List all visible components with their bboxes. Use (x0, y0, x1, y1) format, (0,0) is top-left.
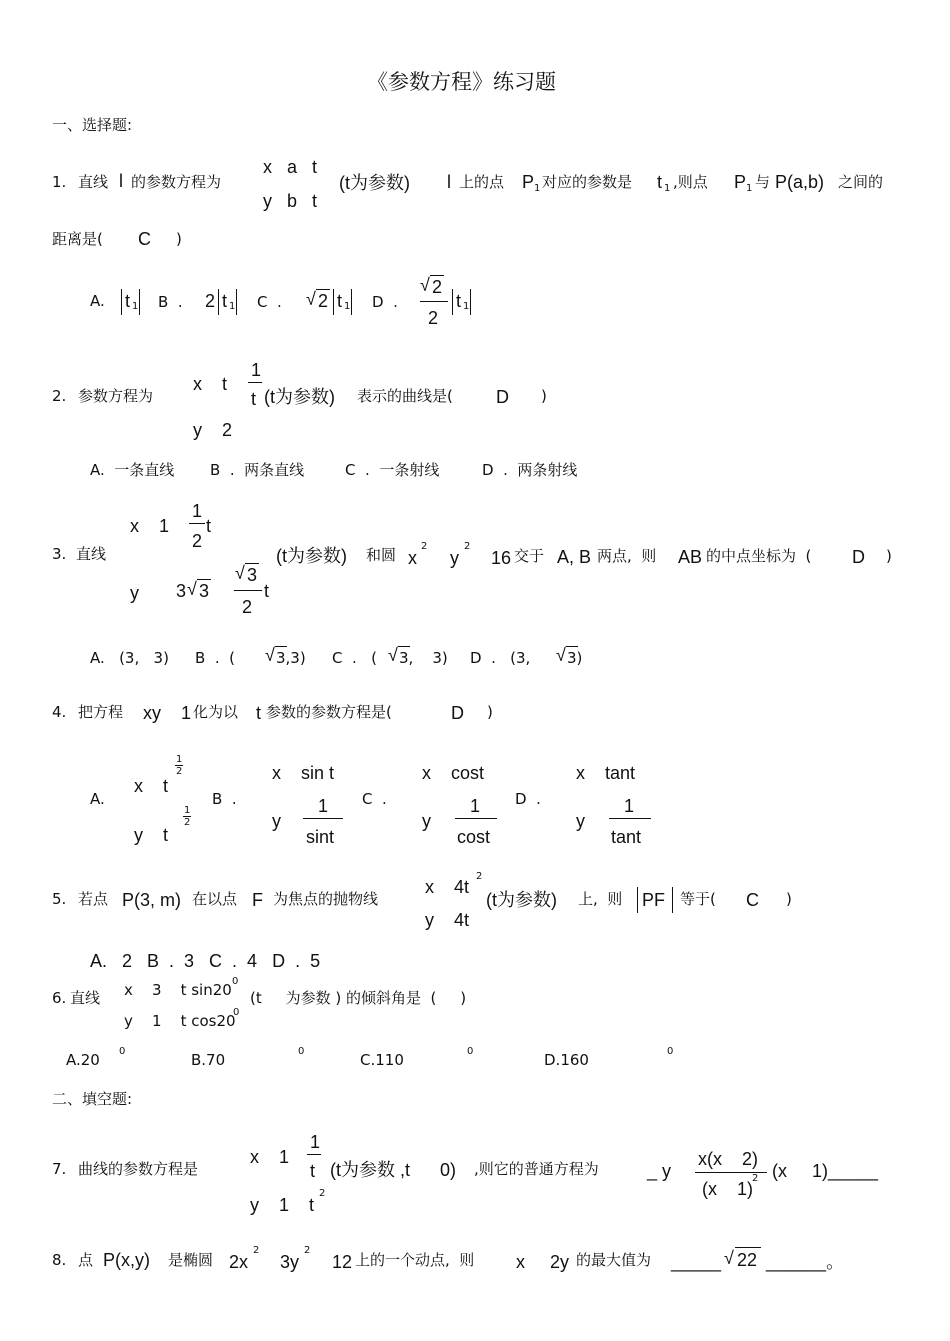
superscript: 0 (467, 1046, 474, 1057)
frac-num: 1 (251, 360, 262, 380)
option-label: B . (212, 790, 237, 808)
frac-den: t (251, 389, 257, 409)
eq-var: t (206, 516, 212, 536)
q-text: ) (886, 547, 892, 565)
option-D: D.160 (544, 1051, 589, 1069)
eq-var: y (450, 548, 459, 568)
subscript: 1 (229, 301, 236, 312)
q-text: 两点, 则 (597, 547, 657, 565)
sqrt-bar (398, 646, 410, 647)
option-value: 2 (205, 291, 216, 311)
q-var: P(a,b) (775, 172, 825, 192)
q-text: 直线 (70, 989, 101, 1007)
q-var: t (657, 172, 663, 192)
q-text: 曲线的参数方程是 (78, 1160, 199, 1178)
q-number: 1. (52, 173, 67, 191)
eq-var: x (408, 548, 417, 568)
eq-var: A, B (557, 547, 592, 567)
eq-value: 3 (199, 581, 210, 601)
option-B-value: 3,3) (276, 649, 306, 667)
abs-bar (452, 289, 453, 315)
q-text: ,则它的普通方程为 (474, 1160, 599, 1178)
abs-bar (236, 289, 237, 315)
q-number: 3. (52, 545, 67, 563)
superscript: 1 (176, 754, 183, 765)
q-text: 的倾斜角是 ( ) (346, 989, 467, 1007)
q-text: 上的点 (459, 173, 505, 191)
fraction-bar (248, 382, 262, 383)
option-label: A. (90, 292, 105, 310)
fraction-bar (234, 590, 262, 591)
q-var: l (447, 172, 451, 192)
superscript: 2 (184, 817, 191, 828)
eq-x: x 4t (425, 877, 470, 897)
q-text: 直线 (78, 173, 109, 191)
eq-y: y 4t (425, 910, 470, 930)
option-B: B . ( (195, 649, 235, 667)
eq-y: y 1 t cos20 (124, 1012, 236, 1030)
subscript: 1 (746, 183, 753, 194)
eq-value: 16 (491, 548, 512, 568)
sqrt-bar (735, 1247, 761, 1248)
sqrt-icon: √ (420, 275, 430, 295)
frac-num: 1 (192, 501, 203, 521)
superscript: 0 (232, 976, 239, 987)
fraction-bar (420, 301, 448, 302)
q-text: 化为以 (193, 703, 239, 721)
q-text: 和圆 (366, 546, 397, 564)
answer: 22 (737, 1250, 758, 1270)
q-var: P (522, 172, 535, 192)
abs-bar (333, 289, 334, 315)
q-var: PF (642, 890, 666, 910)
abs-bar (470, 289, 471, 315)
q-number: 5. (52, 890, 67, 908)
answer: D (852, 547, 865, 567)
eq-y: y (576, 811, 585, 831)
abs-bar (121, 289, 122, 315)
answer: D (451, 703, 464, 723)
blank: ______。 (766, 1252, 845, 1272)
eq-x: x 1 (250, 1147, 290, 1167)
option-value: 2 (432, 277, 443, 297)
eq-term: 2x (229, 1252, 249, 1272)
q-number: 2. (52, 387, 67, 405)
frac-num: 3 (247, 565, 258, 585)
q-var: P(x,y) (103, 1250, 150, 1270)
eq-y: y b t (263, 191, 318, 211)
blank: _ y (647, 1161, 672, 1181)
eq-y: y t (134, 825, 169, 845)
q-var: P (734, 172, 747, 192)
sqrt-bar (197, 579, 211, 580)
option-label: C . (257, 293, 282, 311)
frac-num: x(x 2) (698, 1149, 759, 1169)
frac-den: tant (611, 827, 642, 847)
answer: C (138, 229, 151, 249)
q-text: 把方程 (78, 703, 124, 721)
blank: _____ (671, 1252, 722, 1272)
fraction-bar (303, 818, 343, 819)
frac-den: 2 (242, 597, 253, 617)
eq-y: y (422, 811, 431, 831)
q-number: 4. (52, 703, 67, 721)
sqrt-icon: √ (388, 645, 398, 665)
eq-y: y (272, 811, 281, 831)
coef-3: 3 (176, 581, 187, 601)
superscript: 0 (298, 1046, 305, 1057)
eq-x: x sin t (272, 763, 335, 783)
eq-var: AB (678, 547, 703, 567)
option-D: D . 两条射线 (482, 461, 578, 479)
frac-den: t (310, 1161, 316, 1181)
option-C: C . 一条射线 (345, 461, 440, 479)
sqrt-bar (245, 563, 259, 564)
superscript: 2 (752, 1173, 759, 1184)
option-label: B . (158, 293, 183, 311)
frac-den: cost (457, 827, 491, 847)
q-text: 参数方程为 (78, 387, 154, 405)
q-text: 距离是( (52, 230, 103, 248)
option-label: A. (90, 790, 105, 808)
q-number: 6. (52, 989, 67, 1007)
eq-x: x t (134, 776, 169, 796)
option-B: B . 两条直线 (210, 461, 305, 479)
page-title: 《参数方程》练习题 (367, 70, 556, 94)
superscript: 2 (304, 1245, 311, 1256)
subscript: 1 (534, 183, 541, 194)
param-note: (t为参数) (276, 546, 347, 566)
condition: (x 1)_____ (772, 1161, 879, 1181)
option-label: D . (372, 293, 398, 311)
fraction-bar (609, 818, 651, 819)
fraction-bar (307, 1154, 321, 1155)
option-value: t (456, 291, 462, 311)
frac-den: (x 1) (702, 1179, 754, 1199)
superscript: 1 (184, 805, 191, 816)
q-text: 若点 (78, 890, 109, 908)
sqrt-icon: √ (187, 579, 197, 599)
sqrt-icon: √ (556, 645, 566, 665)
option-value: t (125, 291, 131, 311)
q-text: 在以点 (192, 890, 238, 908)
eq-y: y (130, 583, 139, 603)
abs-bar (672, 887, 673, 913)
subscript: 1 (132, 301, 139, 312)
sqrt-icon: √ (306, 289, 316, 309)
abs-bar (139, 289, 140, 315)
superscript: 2 (319, 1188, 326, 1199)
q-var: P(3, m) (122, 890, 182, 910)
superscript: 0 (667, 1046, 674, 1057)
q-number: 8. (52, 1251, 67, 1269)
q-text: ) (487, 703, 493, 721)
subscript: 1 (344, 301, 351, 312)
option-A: A.20 (66, 1051, 100, 1069)
superscript: 2 (176, 766, 183, 777)
eq-x: x 3 t sin20 (124, 981, 232, 999)
q-var: F (252, 890, 263, 910)
q-text: ) (786, 890, 792, 908)
param-note: (t为参数) (264, 387, 335, 407)
subscript: 1 (664, 183, 671, 194)
sqrt-bar (316, 289, 330, 290)
q-text: 是椭圆 (168, 1251, 214, 1269)
sqrt-icon: √ (265, 645, 275, 665)
q-text: ,则点 (673, 173, 708, 191)
superscript: 2 (253, 1245, 260, 1256)
option-label: D . (515, 790, 541, 808)
eq-y: y 1 t (250, 1195, 315, 1215)
option-D-value: 3) (567, 649, 583, 667)
fraction-bar (189, 523, 205, 524)
frac-den: 2 (192, 531, 203, 551)
option-C: C.110 (360, 1051, 404, 1069)
option-B: B.70 (191, 1051, 226, 1069)
equation: xy 1 (143, 703, 192, 723)
option-C-value: 3, 3) (399, 649, 448, 667)
option-A: A. (3, 3) (90, 649, 169, 667)
eq-x: x a t (263, 157, 318, 177)
frac-num: 1 (318, 796, 329, 816)
q-text: 的最大值为 (576, 1251, 652, 1269)
q-var: l (119, 171, 123, 191)
param-note: (t为参数) (486, 890, 557, 910)
expression: x 2y (516, 1252, 570, 1272)
eq-y: y 2 (193, 420, 233, 440)
abs-bar (218, 289, 219, 315)
q-text: 与 (755, 173, 771, 191)
frac-num: 1 (310, 1132, 321, 1152)
fraction-bar (455, 818, 497, 819)
options: A. 2 B . 3 C . 4 D . 5 (90, 951, 321, 971)
superscript: 0 (119, 1046, 126, 1057)
q-text: 交于 (514, 547, 545, 565)
q-text: 点 (78, 1251, 94, 1269)
q-text: ) (176, 230, 182, 248)
q-text: 等于( (680, 890, 716, 908)
option-value: t (337, 291, 343, 311)
param-note: (t 为参数 ) (250, 989, 342, 1007)
option-value: 2 (318, 291, 329, 311)
frac-den: sint (306, 827, 335, 847)
q-text: 为焦点的抛物线 (273, 890, 379, 908)
sqrt-bar (275, 646, 287, 647)
frac-num: 1 (470, 796, 481, 816)
superscript: 2 (464, 541, 471, 552)
abs-bar (351, 289, 352, 315)
q-text: 的参数方程为 (131, 173, 222, 191)
q-text: 直线 (76, 545, 107, 563)
param-note: (t为参数) (339, 173, 410, 193)
q-text: 上的一个动点, 则 (355, 1251, 475, 1269)
answer: C (746, 890, 759, 910)
subscript: 1 (463, 301, 470, 312)
q-text: 之间的 (838, 173, 884, 191)
q-var: t (256, 703, 262, 723)
q-text: 表示的曲线是( (357, 387, 453, 405)
q-number: 7. (52, 1160, 67, 1178)
q-text: ) (541, 387, 547, 405)
eq-x: x t (193, 374, 228, 394)
eq-term: 12 (332, 1252, 353, 1272)
superscript: 0 (233, 1007, 240, 1018)
section-heading-fill: 二、填空题: (52, 1090, 133, 1108)
option-label: C . (362, 790, 387, 808)
q-text: 上, 则 (578, 890, 623, 908)
sqrt-bar (566, 646, 578, 647)
superscript: 2 (476, 871, 483, 882)
param-note: (t为参数 ,t 0) (330, 1160, 457, 1180)
option-value: 2 (428, 308, 439, 328)
option-value: t (222, 291, 228, 311)
q-text: 对应的参数是 (542, 173, 633, 191)
abs-bar (637, 887, 638, 913)
option-A: A. 一条直线 (90, 461, 175, 479)
q-text: 参数的参数方程是( (266, 703, 392, 721)
eq-x: x tant (576, 763, 636, 783)
eq-x: x cost (422, 763, 485, 783)
eq-var: t (264, 581, 270, 601)
section-heading-choice: 一、选择题: (52, 116, 133, 134)
superscript: 2 (421, 541, 428, 552)
answer: D (496, 387, 509, 407)
q-text: 的中点坐标为 ( (706, 547, 812, 565)
sqrt-icon: √ (235, 563, 245, 583)
eq-x: x 1 (130, 516, 170, 536)
frac-num: 1 (624, 796, 635, 816)
option-C: C . ( (332, 649, 377, 667)
option-D: D . (3, (470, 649, 531, 667)
eq-term: 3y (280, 1252, 300, 1272)
sqrt-bar (430, 275, 444, 276)
sqrt-icon: √ (724, 1248, 734, 1268)
